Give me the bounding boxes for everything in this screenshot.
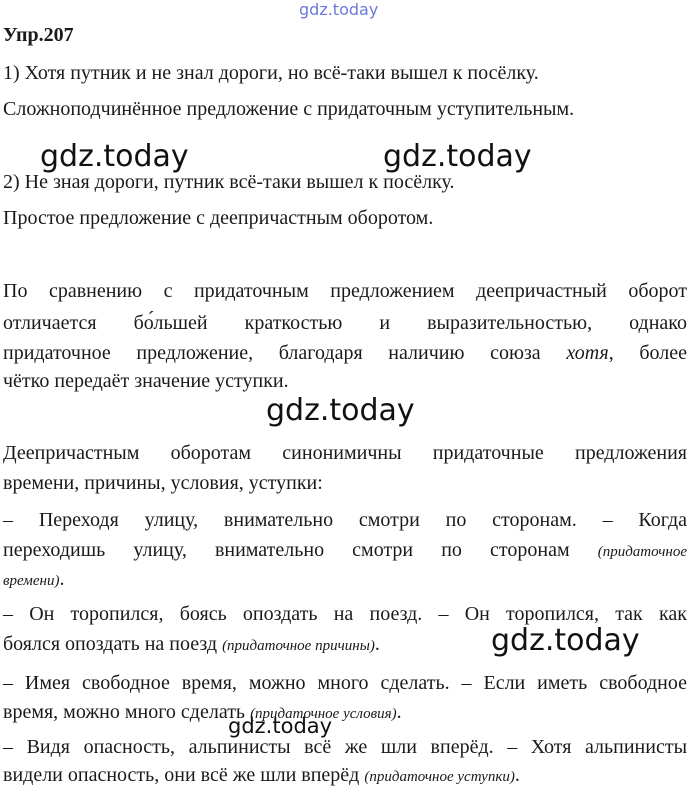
text-segment: . — [374, 633, 380, 655]
watermark: gdz.today — [40, 139, 189, 174]
sentence-2-type: Простое предложение с деепричастным оборотом. — [3, 207, 434, 229]
example-note: времени) — [3, 573, 60, 589]
paragraph-comparison-line: чётко передаёт значение уступки. — [3, 370, 289, 392]
watermark: gdz.today — [491, 623, 640, 658]
example-line: – Имея свободное время, можно много сделать. – Если иметь свободное — [3, 672, 687, 694]
example-line — [3, 762, 520, 790]
text-segment: видели опасность, они всё же шли вперёд — [3, 764, 365, 786]
example-line: – Он торопился, боясь опоздать на поезд. – Он торопился, так как — [3, 603, 687, 625]
text-segment: придаточное предложение, благодаря наличию союза — [3, 342, 567, 364]
example-note: (придаточное уступки) — [364, 769, 515, 785]
watermark: gdz.today — [266, 393, 415, 428]
text-segment: . — [396, 701, 402, 723]
text-segment: . — [514, 764, 520, 786]
text-segment: боялся опоздать на поезд — [3, 633, 223, 655]
example-line: – Видя опасность, альпинисты всё же шли вперёд. – Хотя альпинисты — [3, 736, 687, 758]
example-note: (придаточное условия) — [250, 706, 397, 722]
example-line — [3, 699, 402, 727]
exercise-title: Упр.207 — [3, 24, 74, 46]
example-line: – Переходя улицу, внимательно смотри по сторонам. – Когда — [3, 509, 687, 531]
text-segment: . — [59, 568, 65, 590]
example-note: (придаточное причины) — [222, 638, 375, 654]
conjunction-highlight: хотя — [566, 342, 609, 364]
paragraph-comparison-line — [3, 340, 687, 366]
text-segment: переходишь улицу, внимательно смотри по сторонам — [3, 539, 598, 561]
paragraph-synonyms-line: Деепричастным оборотам синонимичны придаточные предложения — [3, 442, 687, 464]
example-line — [3, 566, 64, 594]
watermark: gdz.today — [299, 0, 379, 19]
watermark: gdz.today — [228, 714, 333, 738]
sentence-2: 2) Не зная дороги, путник всё-таки вышел к посёлку. — [3, 171, 455, 193]
paragraph-synonyms-line: времени, причины, условия, уступки: — [3, 472, 323, 494]
text-segment: время, можно много сделать — [3, 701, 251, 723]
sentence-1-type: Сложноподчинённое предложение с придаточным уступительным. — [3, 98, 575, 120]
paragraph-comparison-line: отличается бо́льшей краткостью и выразительностью, однако — [3, 312, 687, 334]
paragraph-comparison-line: По сравнению с придаточным предложением деепричастный оборот — [3, 280, 687, 302]
example-line — [3, 631, 380, 659]
example-note: (придаточное — [597, 544, 687, 560]
watermark: gdz.today — [383, 139, 532, 174]
sentence-1: 1) Хотя путник и не знал дороги, но всё-таки вышел к посёлку. — [3, 62, 539, 84]
text-segment: , более — [608, 342, 687, 364]
example-line — [3, 537, 687, 565]
